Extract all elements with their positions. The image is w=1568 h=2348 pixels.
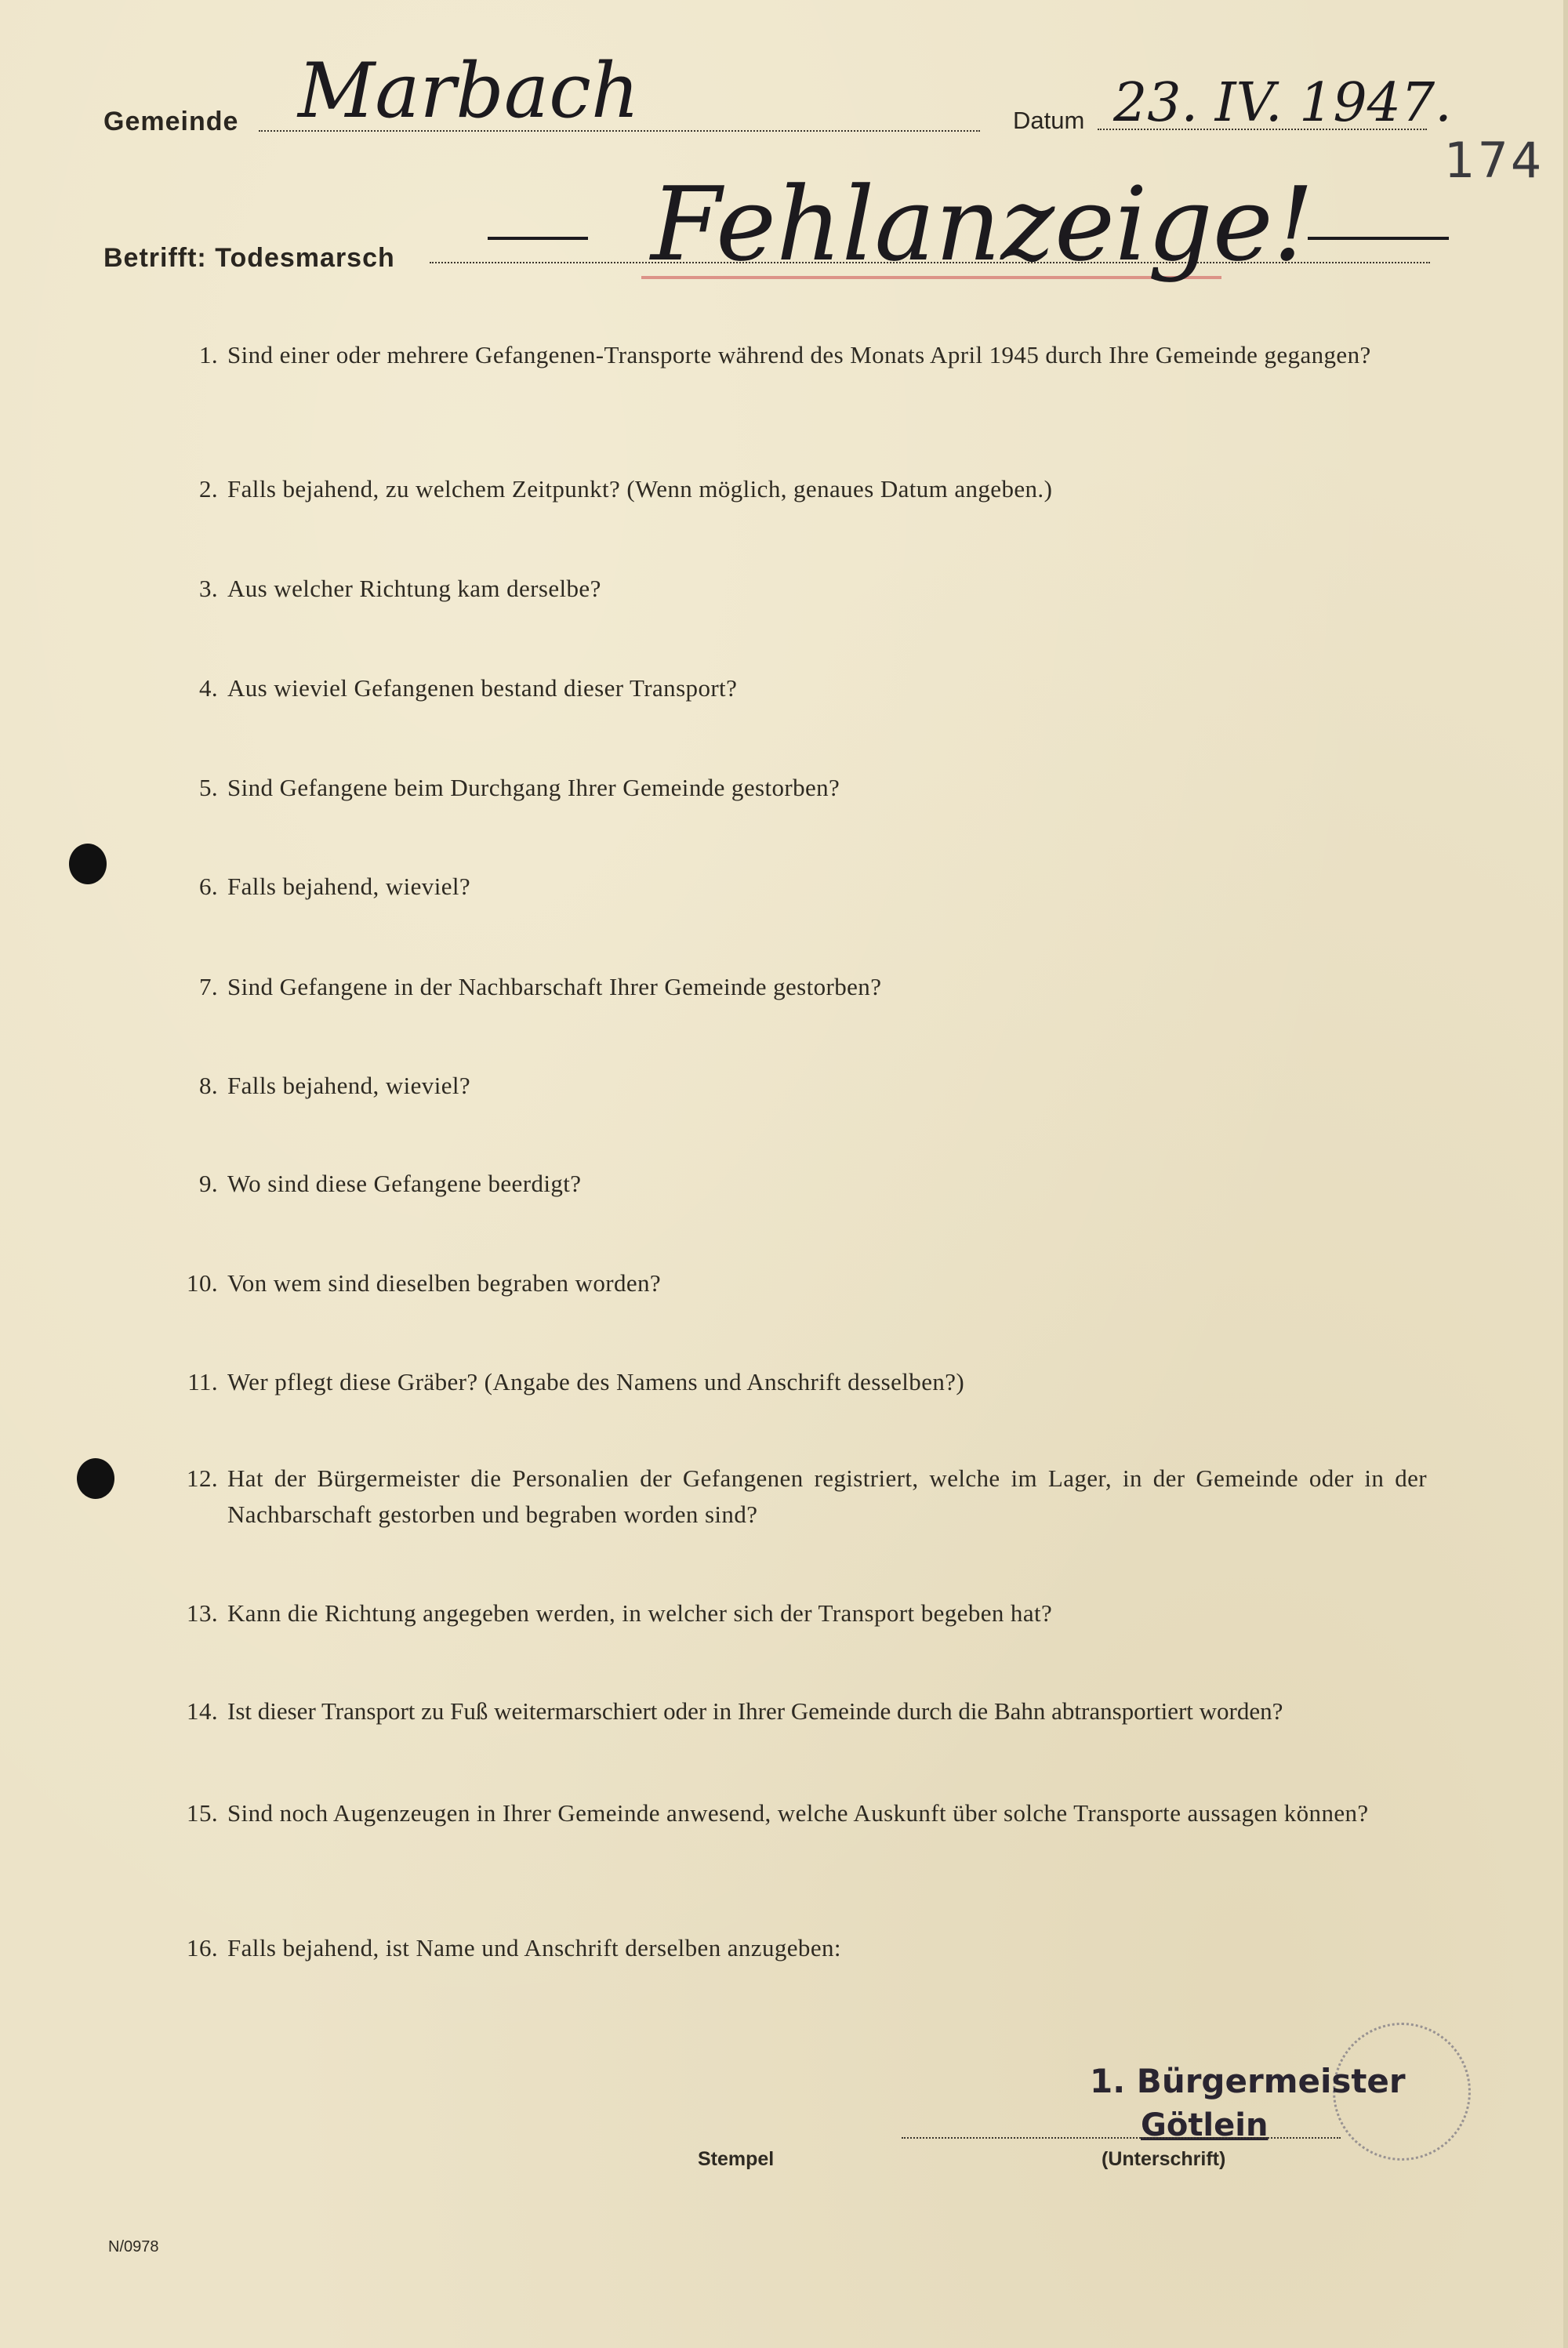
question-number: 9.: [198, 1170, 218, 1197]
question-text: Falls bejahend, wieviel?: [227, 873, 471, 900]
question-6: [172, 869, 1431, 905]
question-4: [172, 670, 1431, 706]
question-text: Hat der Bürgermeister die Personalien der Gefangenen registriert, welche im Lager, in der Gemeinde oder in der Nachbarschaft gestorben und begraben worden sind?: [227, 1464, 1427, 1528]
question-text: Sind Gefangene in der Nachbarschaft Ihrer Gemeinde gestorben?: [227, 973, 882, 1000]
question-text: Aus wieviel Gefangenen bestand dieser Transport?: [227, 674, 738, 702]
form-code: N/0978: [108, 2238, 159, 2255]
question-text: Von wem sind dieselben begraben worden?: [227, 1269, 662, 1297]
question-8: [172, 1068, 1431, 1104]
gemeinde-handwritten: Marbach: [298, 47, 640, 135]
question-7: [172, 969, 1431, 1005]
question-number: 8.: [198, 1072, 218, 1099]
question-16: [172, 1930, 1431, 1966]
question-11: [172, 1364, 1431, 1400]
question-1: [172, 337, 1431, 373]
unterschrift-label: (Unterschrift): [1102, 2148, 1226, 2170]
question-number: 13.: [187, 1599, 218, 1627]
stamp-title: 1. Bürgermeister: [1090, 2062, 1406, 2100]
question-number: 14.: [187, 1697, 218, 1725]
signature-line: [902, 2137, 1341, 2139]
stempel-label: Stempel: [698, 2148, 775, 2170]
stamp-name: Götlein: [1141, 2107, 1269, 2143]
question-text: Sind einer oder mehrere Gefangenen-Transporte während des Monats April 1945 durch Ihre Gemeinde gegangen?: [227, 341, 1371, 368]
question-text: Ist dieser Transport zu Fuß weitermarschiert oder in Ihrer Gemeinde durch die Bahn abtransportiert worden?: [227, 1697, 1283, 1725]
question-text: Wer pflegt diese Gräber? (Angabe des Namens und Anschrift desselben?): [227, 1368, 965, 1395]
question-number: 12.: [187, 1464, 218, 1492]
question-2: [172, 471, 1431, 507]
punch-hole-top: [69, 844, 107, 884]
question-text: Wo sind diese Gefangene beerdigt?: [227, 1170, 582, 1197]
question-number: 1.: [198, 341, 218, 368]
dash-left: [488, 237, 588, 240]
reference-number: 174: [1444, 132, 1544, 189]
datum-handwritten: 23. IV. 1947.: [1113, 72, 1452, 134]
question-number: 16.: [187, 1934, 218, 1962]
question-5: [172, 770, 1431, 806]
question-text: Aus welcher Richtung kam derselbe?: [227, 575, 601, 602]
question-13: [172, 1595, 1431, 1631]
dash-right: [1308, 237, 1449, 240]
question-text: Kann die Richtung angegeben werden, in welcher sich der Transport begeben hat?: [227, 1599, 1053, 1627]
question-number: 5.: [198, 774, 218, 801]
question-10: [172, 1265, 1431, 1301]
question-text: Falls bejahend, wieviel?: [227, 1072, 471, 1099]
question-text: Falls bejahend, ist Name und Anschrift derselben anzugeben:: [227, 1934, 841, 1962]
question-number: 4.: [198, 674, 218, 702]
betrifft-label: Betrifft: Todesmarsch: [103, 243, 395, 273]
question-3: [172, 571, 1431, 607]
question-15: [172, 1795, 1431, 1831]
question-text: Sind noch Augenzeugen in Ihrer Gemeinde anwesend, welche Auskunft über solche Transporte aussagen können?: [227, 1799, 1369, 1827]
betrifft-handwritten: Fehlanzeige!: [651, 165, 1314, 284]
gemeinde-label: Gemeinde: [103, 107, 239, 136]
question-12: [172, 1461, 1431, 1533]
question-text: Falls bejahend, zu welchem Zeitpunkt? (Wenn möglich, genaues Datum angeben.): [227, 475, 1053, 503]
question-number: 10.: [187, 1269, 218, 1297]
question-9: [172, 1166, 1431, 1202]
question-number: 2.: [198, 475, 218, 503]
question-number: 3.: [198, 575, 218, 602]
question-number: 11.: [187, 1368, 218, 1395]
punch-hole-bottom: [77, 1458, 114, 1499]
question-text: Sind Gefangene beim Durchgang Ihrer Gemeinde gestorben?: [227, 774, 840, 801]
question-number: 7.: [198, 973, 218, 1000]
question-14: [172, 1693, 1431, 1729]
question-number: 6.: [198, 873, 218, 900]
question-number: 15.: [187, 1799, 218, 1827]
datum-label: Datum: [1013, 107, 1085, 134]
